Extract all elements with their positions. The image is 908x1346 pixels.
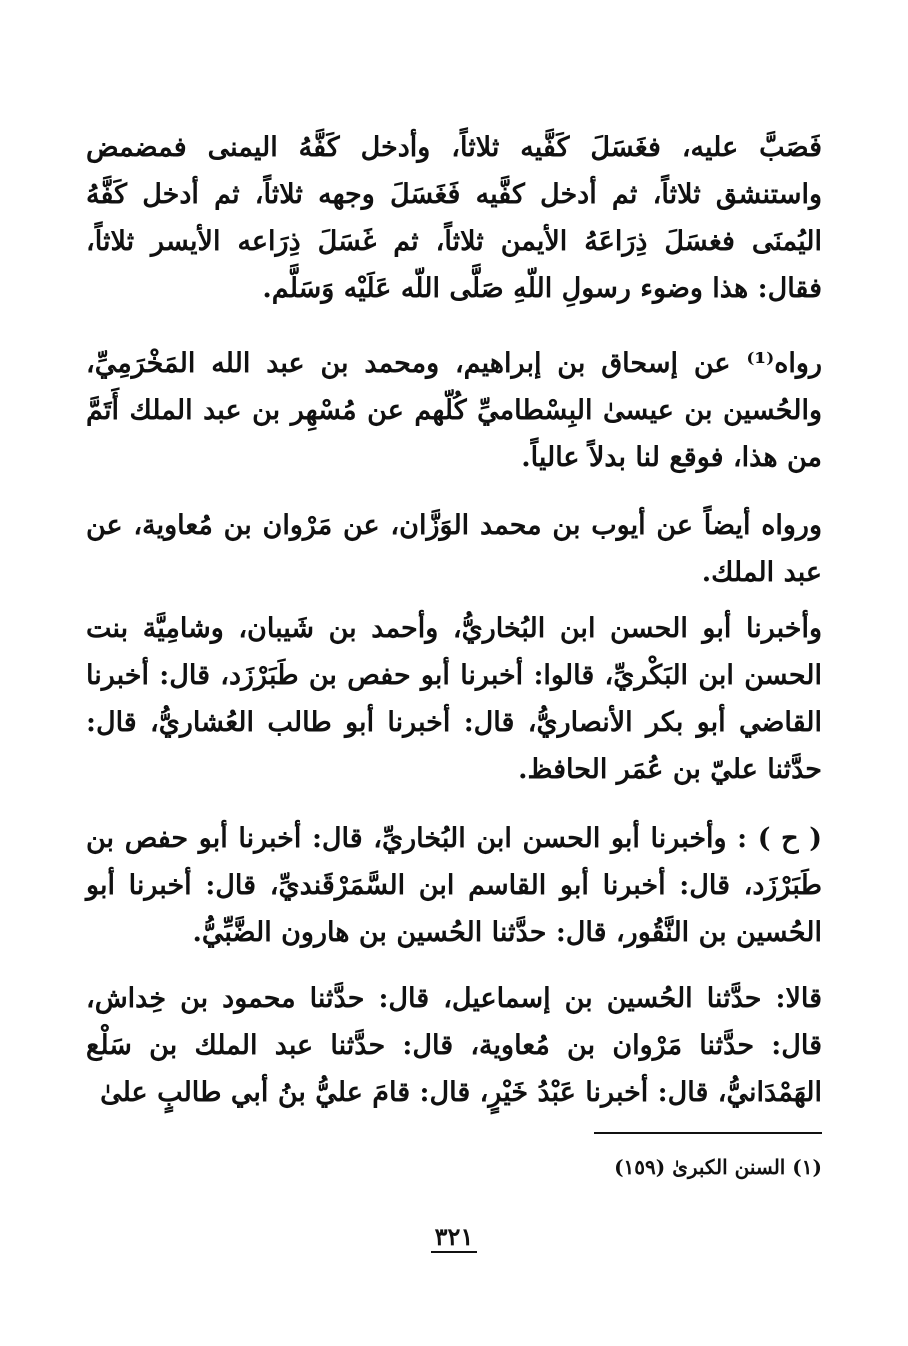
footnote-divider bbox=[594, 1132, 822, 1134]
paragraph-2 bbox=[86, 340, 822, 481]
paragraph-3-text: ورواه أيضاً عن أيوب بن محمد الوَزَّان، عن مَرْوان بن مُعاوية، عن عبد الملك. bbox=[86, 510, 822, 588]
paragraph-5 bbox=[86, 815, 822, 956]
footnote: (١) السنن الكبرىٰ (١٥٩) bbox=[614, 1155, 822, 1179]
page-number-text: ٣٢١ bbox=[431, 1222, 478, 1253]
paragraph-2-text: رواه⁽¹⁾ عن إسحاق بن إبراهيم، ومحمد بن عبد الله المَخْرَمِيِّ، والحُسين بن عيسىٰ البِسْطاميِّ كُلّهم عن مُسْهِر بن عبد الملك أَتَمَّ من هذا، فوقع لنا بدلاً عالياً. bbox=[86, 348, 822, 473]
paragraph-1-text: فَصَبَّ عليه، فغَسَلَ كَفَّيه ثلاثاً، وأدخل كَفَّهُ اليمنى فمضمض واستنشق ثلاثاً، ثم أدخل كفَّيه فَغَسَلَ وجهه ثلاثاً، ثم أدخل كَفَّهُ اليُمنَى فغسَلَ ذِرَاعَهُ الأيمن ثلاثاً، ثم غَسَلَ ذِرَاعه الأيسر ثلاثاً، فقال: هذا وضوء رسولِ اللّهِ صَلَّى اللّه عَلَيْه وَسَلَّم. bbox=[86, 132, 822, 304]
paragraph-1 bbox=[86, 124, 822, 312]
paragraph-5-text: ( ح ) : وأخبرنا أبو الحسن ابن البُخاريِّ، قال: أخبرنا أبو حفص بن طَبَرْزَد، قال: أخبرنا أبو القاسم ابن السَّمَرْقَنديِّ، قال: أخبرنا أبو الحُسين بن النَّقُور، قال: حدَّثنا الحُسين بن هارون الضَّبِّيُّ. bbox=[86, 823, 822, 948]
page-number bbox=[404, 1220, 504, 1254]
paragraph-4 bbox=[86, 605, 822, 793]
paragraph-4-text: وأخبرنا أبو الحسن ابن البُخاريُّ، وأحمد بن شَيبان، وشامِيَّة بنت الحسن ابن البَكْريِّ، قالوا: أخبرنا أبو حفص بن طَبَرْزَد، قال: أخبرنا القاضي أبو بكر الأنصاريُّ، قال: أخبرنا أبو طالب العُشاريُّ، قال: حدَّثنا عليّ بن عُمَر الحافظ. bbox=[86, 613, 822, 785]
paragraph-3 bbox=[86, 502, 822, 596]
paragraph-6 bbox=[86, 975, 822, 1116]
paragraph-6-text: قالا: حدَّثنا الحُسين بن إسماعيل، قال: حدَّثنا محمود بن خِداش، قال: حدَّثنا مَرْوان بن مُعاوية، قال: حدَّثنا عبد الملك بن سَلْع الهَمْدَانيُّ، قال: أخبرنا عَبْدُ خَيْرٍ، قال: قامَ عليُّ بنُ أبي طالبٍ علىٰ bbox=[86, 983, 822, 1108]
